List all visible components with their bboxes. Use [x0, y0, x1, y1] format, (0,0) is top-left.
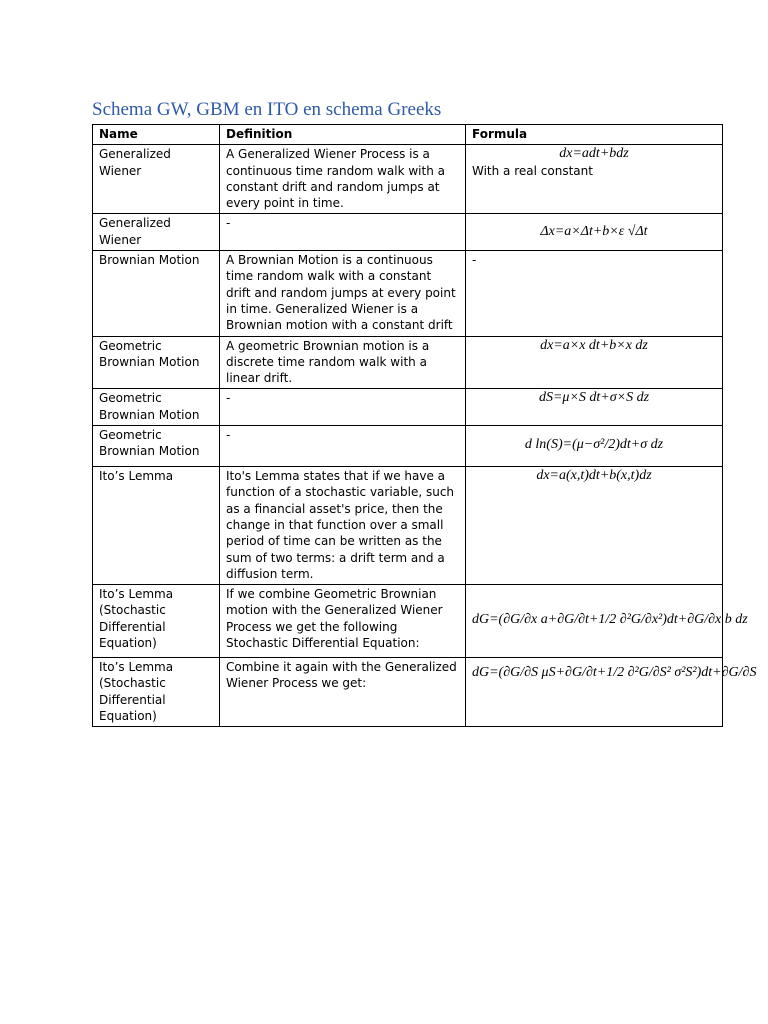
row-name: Geometric Brownian Motion: [93, 389, 220, 426]
row-name: Geometric Brownian Motion: [93, 336, 220, 389]
table-row: [93, 658, 723, 727]
row-definition: -: [220, 214, 466, 251]
row-name: Generalized Wiener: [93, 145, 220, 214]
row-formula: -: [466, 251, 723, 336]
row-formula-cell: [466, 426, 723, 467]
row-definition: A Brownian Motion is a continuous time random walk with a constant drift and random jumps at every point in time. Generalized Wiener is a Brownian motion with a constant drift: [220, 251, 466, 336]
row-formula-cell: [466, 389, 723, 426]
row-definition: If we combine Geometric Brownian motion with the Generalized Wiener Process we get the following Stochastic Differential Equation:: [220, 585, 466, 658]
column-header-definition: Definition: [220, 125, 466, 145]
row-name: Brownian Motion: [93, 251, 220, 336]
column-header-formula: Formula: [466, 125, 723, 145]
row-formula-cell: [466, 658, 757, 727]
row-definition: A Generalized Wiener Process is a continuous time random walk with a constant drift and random jumps at every point in time.: [220, 145, 466, 214]
row-formula: dS=μ×S dt+σ×S dz: [538, 390, 650, 406]
row-definition: Combine it again with the Generalized Wiener Process we get:: [220, 658, 466, 727]
row-formula-cell: [466, 467, 723, 585]
row-formula: dx=a(x,t)dt+b(x,t)dz: [536, 468, 652, 484]
row-name: Ito’s Lemma (Stochastic Differential Equation): [93, 585, 220, 658]
row-formula-cell: [466, 145, 723, 214]
row-name: Ito’s Lemma (Stochastic Differential Equation): [93, 658, 220, 727]
table-row: [93, 336, 723, 389]
table-row: [93, 145, 723, 214]
row-formula: dx=adt+bdz: [559, 146, 629, 162]
row-formula: dx=a×x dt+b×x dz: [540, 337, 648, 353]
row-formula: dG=(∂G/∂x a+∂G/∂t+1/2 ∂²G/∂x²)dt+∂G/∂x b dz: [472, 612, 748, 628]
row-formula: dG=(∂G/∂S μS+∂G/∂t+1/2 ∂²G/∂S² σ²S²)dt+∂G/∂S: [472, 665, 757, 681]
table-header-row: [93, 125, 723, 145]
row-name: Generalized Wiener: [93, 214, 220, 251]
table-row: [93, 585, 723, 658]
row-formula-cell: [466, 214, 723, 251]
row-formula: d ln(S)=(μ−σ²/2)dt+σ dz: [524, 437, 664, 453]
table-row: [93, 426, 723, 467]
page-title: Schema GW, GBM en ITO en schema Greeks: [92, 99, 442, 120]
row-name: Ito’s Lemma: [93, 467, 220, 585]
row-formula: Δx=a×Δt+b×ε √Δt: [540, 223, 648, 239]
row-name: Geometric Brownian Motion: [93, 426, 220, 467]
row-definition: Ito's Lemma states that if we have a function of a stochastic variable, such as a financial asset's price, then the change in that function over a small period of time can be written as the sum of two terms: a drift term and a diffusion term.: [220, 467, 466, 585]
row-definition: -: [220, 426, 466, 467]
table-row: [93, 214, 723, 251]
row-formula-cell: [466, 336, 723, 389]
row-definition: A geometric Brownian motion is a discrete time random walk with a linear drift.: [220, 336, 466, 389]
row-formula-note: With a real constant: [472, 163, 593, 178]
row-definition: -: [220, 389, 466, 426]
table-row: [93, 389, 723, 426]
table-row: [93, 467, 723, 585]
schema-table: [92, 124, 757, 727]
table-row: [93, 251, 723, 336]
row-formula-cell: [466, 585, 748, 658]
column-header-name: Name: [93, 125, 220, 145]
